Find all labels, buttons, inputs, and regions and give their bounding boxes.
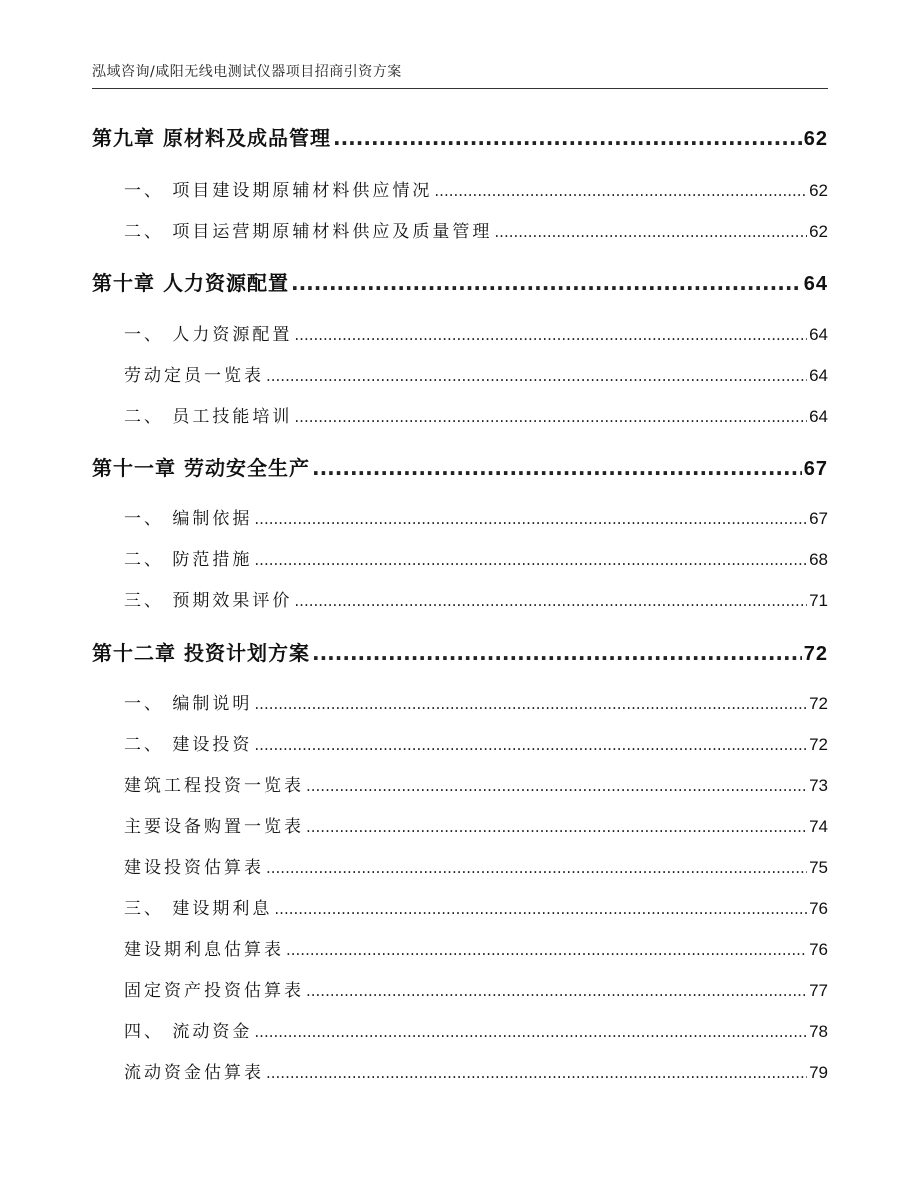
toc-leader-dots bbox=[306, 818, 807, 836]
page-header: 泓域咨询/咸阳无线电测试仪器项目招商引资方案 bbox=[92, 64, 402, 80]
toc-leader-dots bbox=[266, 859, 807, 877]
toc-entry-label: 建筑工程投资一览表 bbox=[124, 776, 304, 796]
toc-leader-dots bbox=[312, 641, 802, 665]
toc-entry-label: 第十二章 投资计划方案 bbox=[92, 641, 310, 665]
toc-section-item[interactable] bbox=[92, 894, 828, 919]
toc-entry-label: 主要设备购置一览表 bbox=[124, 817, 304, 837]
toc-section-item[interactable] bbox=[92, 853, 828, 878]
toc-leader-dots bbox=[266, 367, 807, 385]
toc-chapter-12[interactable] bbox=[92, 637, 828, 666]
toc-section-item[interactable] bbox=[92, 217, 828, 242]
toc-leader-dots bbox=[494, 223, 807, 241]
toc-chapter-9[interactable] bbox=[92, 122, 828, 151]
toc-leader-dots bbox=[294, 326, 807, 344]
toc-page-number: 74 bbox=[809, 817, 828, 836]
toc-page-number: 72 bbox=[809, 694, 828, 713]
toc-leader-dots bbox=[333, 126, 802, 150]
toc-entry-label: 二、 建设投资 bbox=[124, 735, 253, 755]
toc-page-number: 64 bbox=[809, 366, 828, 385]
toc-page-number: 72 bbox=[803, 643, 828, 665]
toc-leader-dots bbox=[254, 1023, 807, 1041]
toc-section-item[interactable] bbox=[92, 935, 828, 960]
toc-entry-label: 二、 防范措施 bbox=[124, 550, 253, 570]
header-divider bbox=[92, 88, 828, 89]
toc-entry-label: 一、 编制说明 bbox=[124, 694, 253, 714]
toc-section-item[interactable] bbox=[92, 545, 828, 570]
toc-leader-dots bbox=[254, 736, 807, 754]
toc-entry-label: 二、 项目运营期原辅材料供应及质量管理 bbox=[124, 222, 493, 242]
toc-section-item[interactable] bbox=[92, 1058, 828, 1083]
toc-leader-dots bbox=[274, 900, 807, 918]
toc-entry-label: 劳动定员一览表 bbox=[124, 366, 264, 386]
toc-leader-dots bbox=[294, 408, 807, 426]
toc-leader-dots bbox=[294, 592, 807, 610]
toc-chapter-11[interactable] bbox=[92, 452, 828, 481]
toc-entry-label: 建设投资估算表 bbox=[124, 858, 264, 878]
toc-leader-dots bbox=[266, 1064, 807, 1082]
toc-leader-dots bbox=[434, 182, 807, 200]
toc-entry-label: 流动资金估算表 bbox=[124, 1063, 264, 1083]
toc-section-item[interactable] bbox=[92, 361, 828, 386]
toc-page-number: 62 bbox=[809, 222, 828, 241]
toc-entry-label: 建设期利息估算表 bbox=[124, 940, 284, 960]
toc-section-item[interactable] bbox=[92, 586, 828, 611]
toc-section-item[interactable] bbox=[92, 771, 828, 796]
toc-leader-dots bbox=[306, 982, 807, 1000]
toc-section-item[interactable] bbox=[92, 176, 828, 201]
toc-page-number: 79 bbox=[809, 1063, 828, 1082]
toc-leader-dots bbox=[254, 551, 807, 569]
toc-page-number: 62 bbox=[809, 181, 828, 200]
toc-page-number: 64 bbox=[809, 325, 828, 344]
toc-leader-dots bbox=[254, 510, 807, 528]
toc-entry-label: 一、 项目建设期原辅材料供应情况 bbox=[124, 181, 433, 201]
toc-section-item[interactable] bbox=[92, 402, 828, 427]
toc-page-number: 68 bbox=[809, 550, 828, 569]
toc-page-number: 67 bbox=[809, 509, 828, 528]
toc-page-number: 78 bbox=[809, 1022, 828, 1041]
toc-entry-label: 三、 预期效果评价 bbox=[124, 591, 293, 611]
toc-entry-label: 第九章 原材料及成品管理 bbox=[92, 126, 331, 150]
toc-section-item[interactable] bbox=[92, 1017, 828, 1042]
toc-page-number: 62 bbox=[803, 128, 828, 150]
toc-section-item[interactable] bbox=[92, 812, 828, 837]
toc-leader-dots bbox=[306, 777, 807, 795]
toc-entry-label: 二、 员工技能培训 bbox=[124, 407, 293, 427]
toc-entry-label: 一、 编制依据 bbox=[124, 509, 253, 529]
toc-page-number: 75 bbox=[809, 858, 828, 877]
toc-entry-label: 固定资产投资估算表 bbox=[124, 981, 304, 1001]
toc-page-number: 76 bbox=[809, 940, 828, 959]
toc-section-item[interactable] bbox=[92, 976, 828, 1001]
toc-section-item[interactable] bbox=[92, 730, 828, 755]
toc-section-item[interactable] bbox=[92, 504, 828, 529]
toc-leader-dots bbox=[254, 695, 807, 713]
toc-page-number: 64 bbox=[809, 407, 828, 426]
toc-page-number: 76 bbox=[809, 899, 828, 918]
toc-entry-label: 一、 人力资源配置 bbox=[124, 325, 293, 345]
toc-chapter-10[interactable] bbox=[92, 267, 828, 296]
toc-page-number: 67 bbox=[803, 458, 828, 480]
toc-section-item[interactable] bbox=[92, 320, 828, 345]
toc-entry-label: 四、 流动资金 bbox=[124, 1022, 253, 1042]
toc-page-number: 71 bbox=[809, 591, 828, 610]
toc-section-item[interactable] bbox=[92, 689, 828, 714]
toc-page-number: 64 bbox=[803, 273, 828, 295]
toc-leader-dots bbox=[286, 941, 807, 959]
toc-page-number: 72 bbox=[809, 735, 828, 754]
toc-page-number: 77 bbox=[809, 981, 828, 1000]
toc-entry-label: 第十一章 劳动安全生产 bbox=[92, 456, 310, 480]
toc-entry-label: 三、 建设期利息 bbox=[124, 899, 273, 919]
toc-page-number: 73 bbox=[809, 776, 828, 795]
toc-entry-label: 第十章 人力资源配置 bbox=[92, 271, 289, 295]
toc-leader-dots bbox=[312, 456, 802, 480]
toc-leader-dots bbox=[291, 271, 802, 295]
